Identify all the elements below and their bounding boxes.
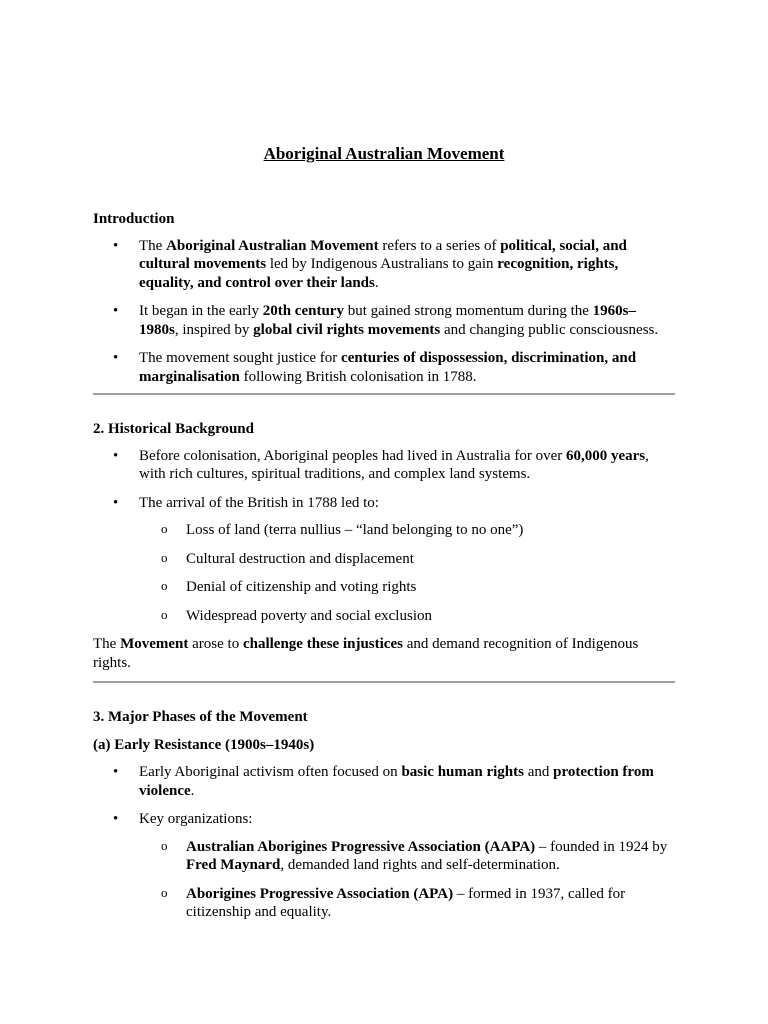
- section-heading-historical-background: 2. Historical Background: [93, 421, 254, 437]
- document-title: Aboriginal Australian Movement: [263, 144, 505, 163]
- subsection-heading-early-resistance: (a) Early Resistance (1900s–1940s): [93, 736, 315, 753]
- phases-list: [93, 763, 675, 829]
- sub-list-item: o Australian Aborigines Progressive Association (AAPA) – founded in 1924 by Fred Maynard, demanded land rights and self-determination.: [93, 838, 675, 875]
- list-item: • The arrival of the British in 1788 led to:: [93, 494, 675, 513]
- list-item: • Early Aboriginal activism often focused on basic human rights and protection from violence.: [93, 763, 675, 800]
- introduction-list: [93, 237, 675, 387]
- list-item: • Key organizations:: [93, 810, 675, 829]
- list-item: • The movement sought justice for centuries of dispossession, discrimination, and marginalisation following British colonisation in 1788.: [93, 349, 675, 386]
- sub-list-item: o Widespread poverty and social exclusion: [93, 607, 675, 626]
- sub-list-item: o Aborigines Progressive Association (APA) – formed in 1937, called for citizenship and equality.: [93, 885, 675, 922]
- sub-list-item: o Denial of citizenship and voting rights: [93, 578, 675, 597]
- section-heading-introduction: Introduction: [93, 211, 175, 227]
- sub-list-item: o Cultural destruction and displacement: [93, 550, 675, 569]
- history-sublist: [93, 521, 675, 625]
- history-list: [93, 447, 675, 513]
- section-heading-major-phases: 3. Major Phases of the Movement: [93, 709, 308, 725]
- list-item: • Before colonisation, Aboriginal peoples had lived in Australia for over 60,000 years, with rich cultures, spiritual traditions, and complex land systems.: [93, 447, 675, 484]
- list-item: • It began in the early 20th century but gained strong momentum during the 1960s–1980s, inspired by global civil rights movements and changing public consciousness.: [93, 302, 675, 339]
- sub-list-item: o Loss of land (terra nullius – “land belonging to no one”): [93, 521, 675, 540]
- organizations-sublist: [93, 838, 675, 922]
- history-closing-paragraph: The Movement arose to challenge these injustices and demand recognition of Indigenous rights.: [93, 636, 639, 671]
- list-item: • The Aboriginal Australian Movement refers to a series of political, social, and cultural movements led by Indigenous Australians to gain recognition, rights, equality, and control over their lands.: [93, 237, 675, 293]
- document-body: [93, 144, 675, 932]
